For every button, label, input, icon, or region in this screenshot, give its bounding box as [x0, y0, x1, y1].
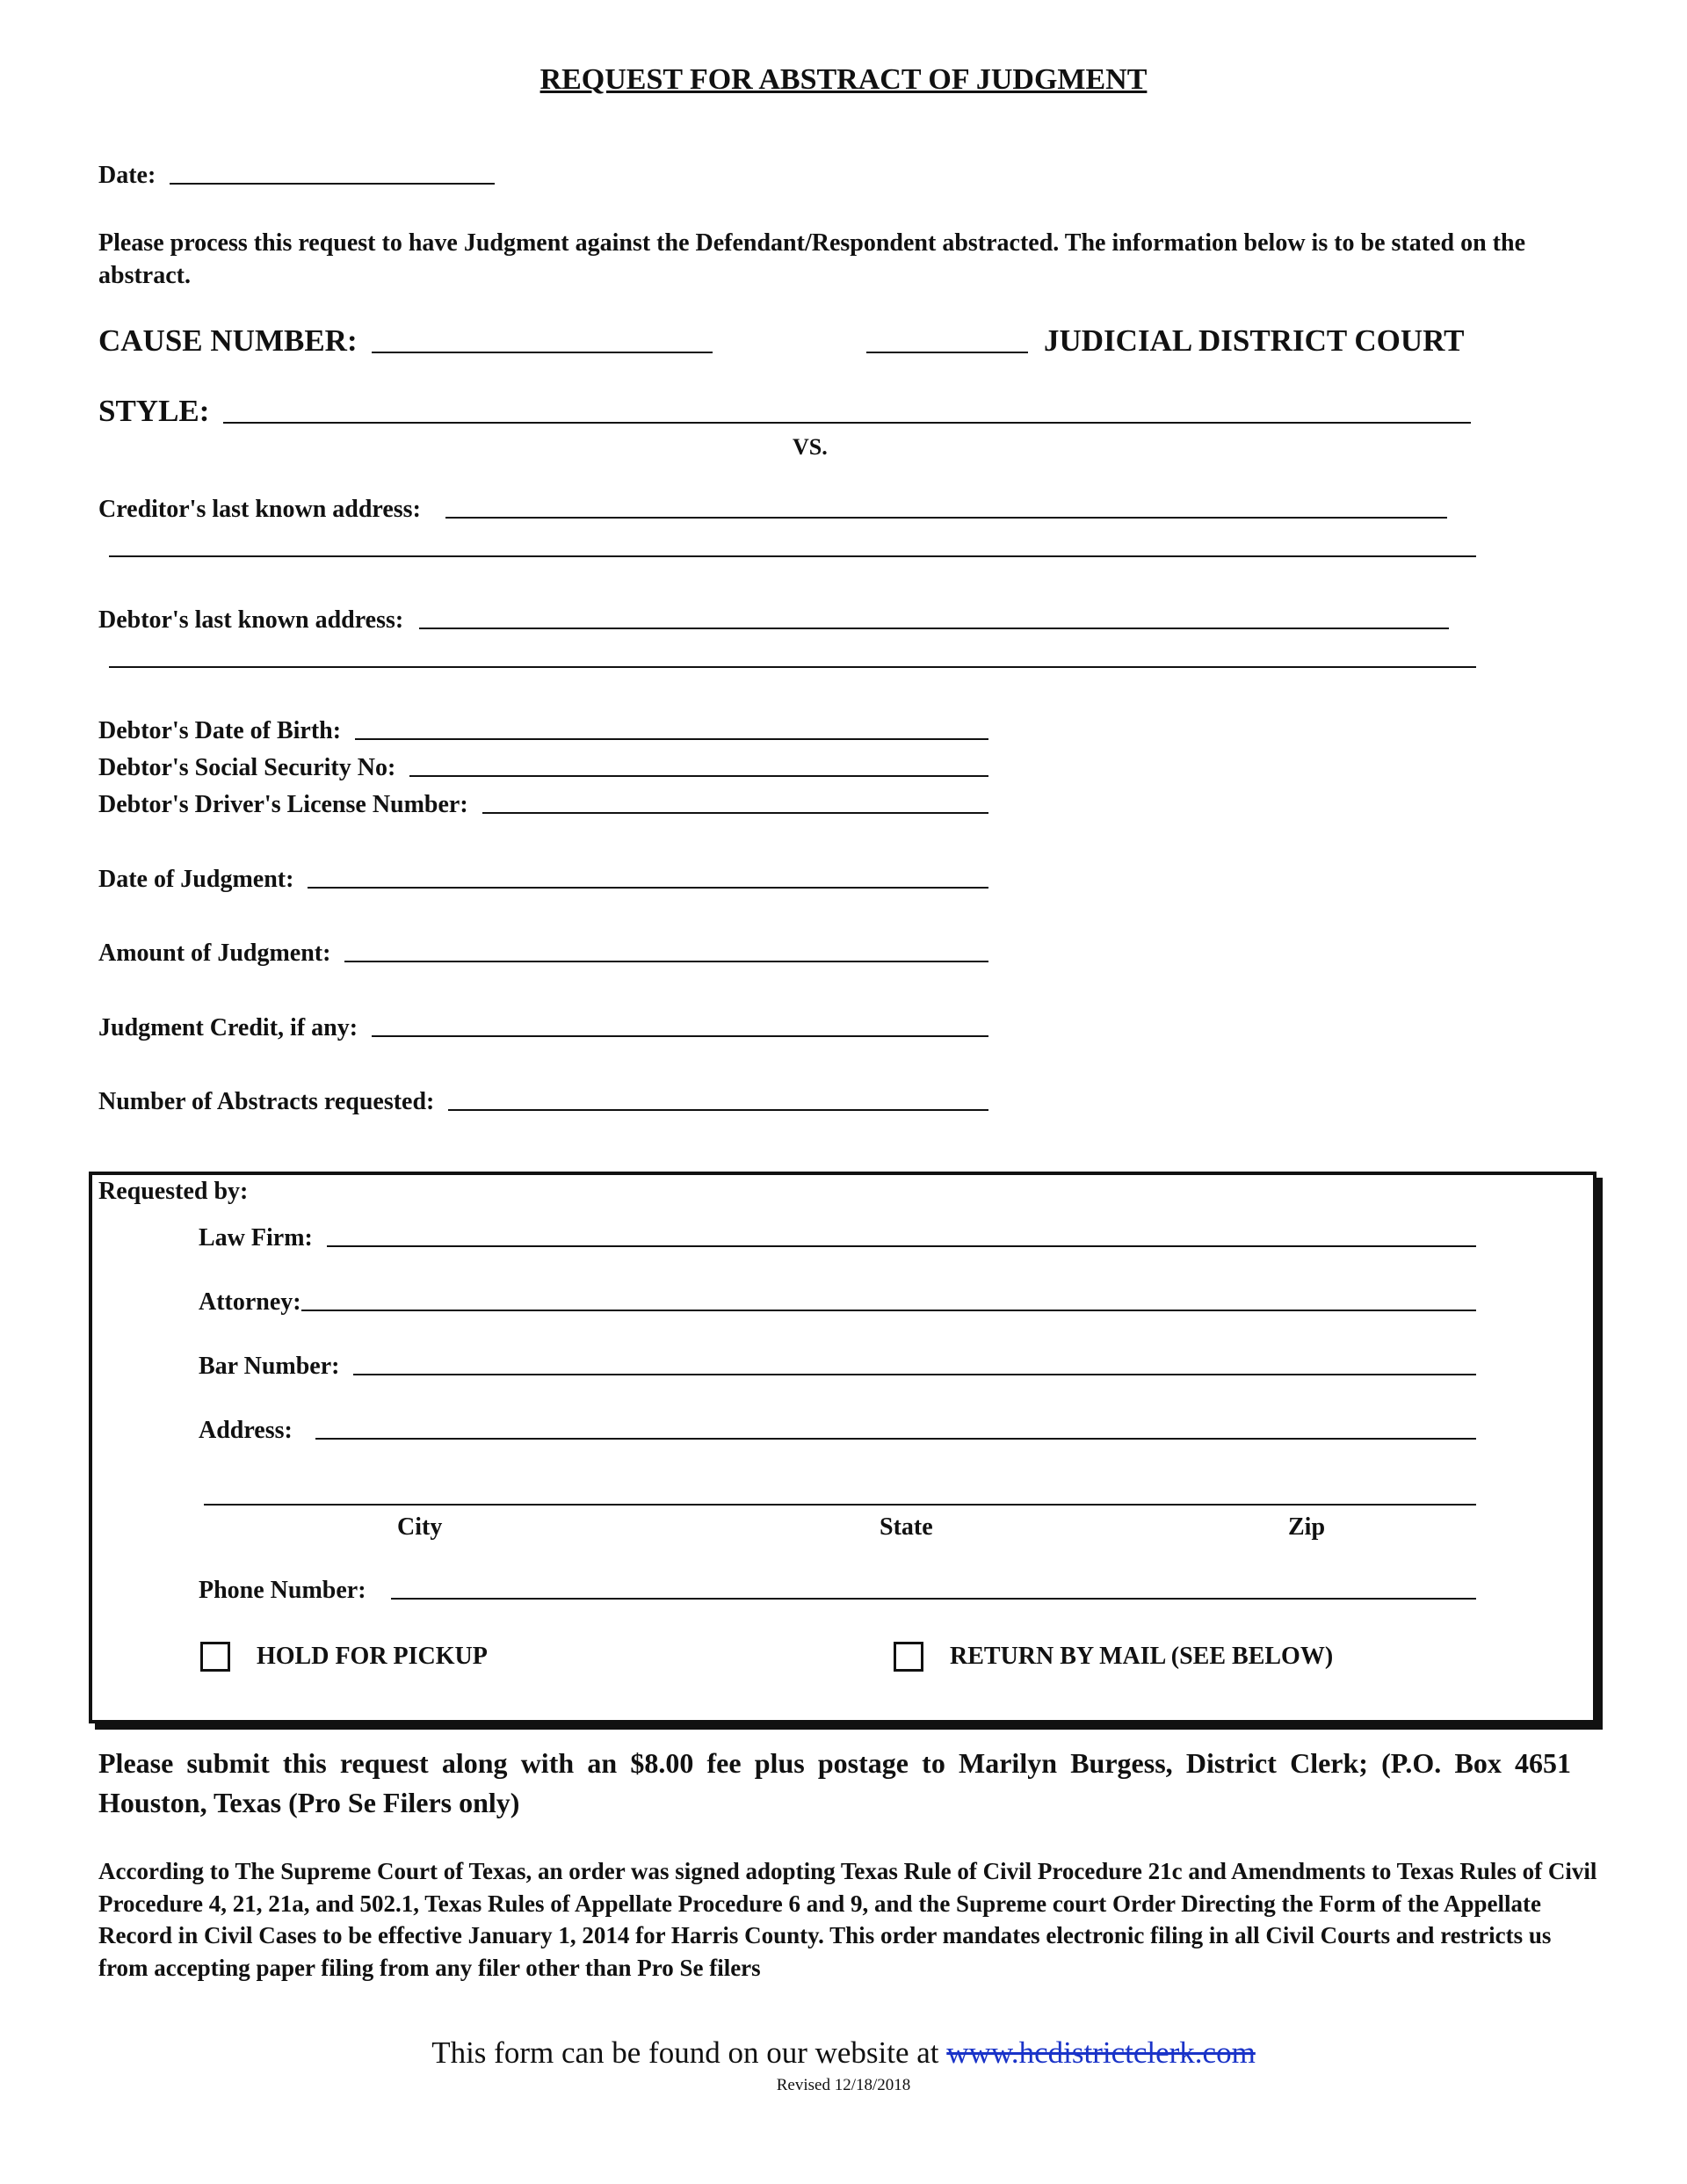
address-field[interactable] [199, 1417, 1476, 1445]
address-label: Address: [199, 1417, 293, 1444]
hold-label: HOLD FOR PICKUP [257, 1643, 488, 1670]
website-link[interactable]: www.hcdistrictclerk.com [946, 2035, 1256, 2070]
creditor-address-line2[interactable] [109, 555, 1476, 557]
judgment-credit-label: Judgment Credit, if any: [98, 1014, 358, 1041]
style-field[interactable] [98, 394, 1471, 429]
return-by-mail-option[interactable] [894, 1642, 1333, 1672]
court-field[interactable] [866, 323, 1465, 359]
court-label: JUDICIAL DISTRICT COURT [1044, 323, 1465, 358]
date-label: Date: [98, 162, 156, 189]
requested-by-box [89, 1172, 1596, 1723]
requested-by-heading: Requested by: [98, 1178, 249, 1205]
city-state-zip-line[interactable] [204, 1504, 1476, 1506]
footer-text [0, 2035, 1687, 2071]
mail-label: RETURN BY MAIL (SEE BELOW) [950, 1643, 1334, 1670]
vs-label: VS. [793, 434, 828, 460]
date-field[interactable] [98, 162, 495, 190]
footer-label: This form can be found on our website at [431, 2035, 947, 2070]
ssn-field[interactable] [98, 754, 988, 782]
dob-field[interactable] [98, 717, 988, 745]
license-field[interactable] [98, 791, 988, 819]
phone-field[interactable] [199, 1577, 1476, 1605]
dob-label: Debtor's Date of Birth: [98, 717, 342, 744]
hold-for-pickup-option[interactable] [200, 1642, 488, 1672]
hold-checkbox[interactable] [200, 1642, 230, 1672]
phone-label: Phone Number: [199, 1577, 366, 1604]
license-label: Debtor's Driver's License Number: [98, 791, 468, 818]
debtor-label: Debtor's last known address: [98, 606, 404, 634]
revised-date: Revised 12/18/2018 [776, 2076, 911, 2094]
debtor-address-field[interactable] [98, 606, 1449, 635]
ssn-label: Debtor's Social Security No: [98, 754, 396, 781]
cause-number-field[interactable] [98, 323, 713, 359]
efiling-notice: According to The Supreme Court of Texas, an order was signed adopting Texas Rule of Civil Procedure 21c and Amendments to Texas Rules of Civil Procedure 4, 21, 21a, and 502.1, Texas Rules of Appellate Procedure 6 and 9, and the Supreme court Order Directing the Form of the Appellate Record in Civil Cases to be effective January 1, 2014 for Harris County. This order mandates electronic filing in all Civil Courts and restricts us from accepting paper filing from any filer other than Pro Se filers [98, 1858, 1597, 1981]
bar-number-field[interactable] [199, 1353, 1476, 1381]
law-firm-field[interactable] [199, 1224, 1476, 1252]
attorney-field[interactable] [199, 1288, 1476, 1317]
mail-checkbox[interactable] [894, 1642, 923, 1672]
judgment-date-label: Date of Judgment: [98, 866, 294, 893]
bar-number-label: Bar Number: [199, 1353, 340, 1380]
submit-instructions: Please submit this request along with an $8.00 fee plus postage to Marilyn Burgess, District Clerk; (P.O. Box 4651 Houston, Texas (Pro Se Filers only) [98, 1747, 1571, 1818]
creditor-address-field[interactable] [98, 496, 1447, 524]
judgment-date-field[interactable] [98, 866, 988, 894]
state-label: State [880, 1513, 933, 1541]
attorney-label: Attorney: [199, 1288, 301, 1316]
creditor-label: Creditor's last known address: [98, 496, 421, 523]
zip-label: Zip [1288, 1513, 1326, 1541]
city-label: City [397, 1513, 443, 1541]
debtor-address-line2[interactable] [109, 666, 1476, 668]
page-title: REQUEST FOR ABSTRACT OF JUDGMENT [539, 63, 1148, 96]
law-firm-label: Law Firm: [199, 1224, 313, 1252]
cause-number-label: CAUSE NUMBER: [98, 323, 358, 358]
judgment-amount-field[interactable] [98, 940, 988, 968]
abstracts-count-label: Number of Abstracts requested: [98, 1088, 435, 1115]
style-label: STYLE: [98, 394, 210, 428]
judgment-amount-label: Amount of Judgment: [98, 940, 331, 967]
abstracts-count-field[interactable] [98, 1088, 988, 1116]
judgment-credit-field[interactable] [98, 1014, 988, 1042]
intro-text: Please process this request to have Judgment against the Defendant/Respondent abstracted. The information below is to be stated on the abstract. [98, 229, 1525, 289]
